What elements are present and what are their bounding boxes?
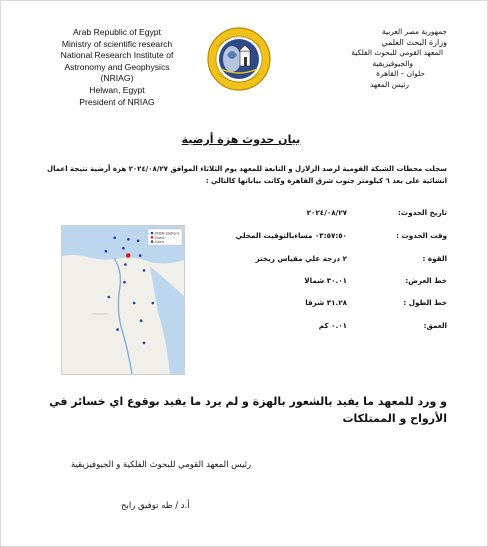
field-value: ٣١.٢٨ شرقا — [305, 298, 347, 307]
seismic-station-marker — [143, 342, 146, 345]
seismic-station-marker — [137, 240, 140, 243]
seismic-station-marker — [105, 250, 108, 253]
signature-title: رئيس المعهد القومي للبحوث الفلكية و الجيوفيزيقية — [71, 460, 252, 470]
header-arabic-line: جمهورية مصر العربية — [382, 27, 447, 36]
intro-paragraph: سجلت محطات الشبكة القومية لرصد الزلازل و التابعة للمعهد يوم الثلاثاء الموافق ٢٠٢٤/٠٨/٢٧ هزة أرضية نتيجة اعمال انشائية على بعد ٦ كيلومتر جنوب شرق القاهرة وكانت بياناتها كالتالي : — [47, 165, 447, 185]
epicenter-map — [61, 225, 185, 375]
seismic-station-marker — [123, 281, 126, 284]
header-english — [37, 27, 197, 108]
legend-label: Event — [155, 235, 165, 240]
legend-station-marker — [151, 232, 154, 235]
seismic-station-marker — [139, 254, 142, 257]
field-label: خط العرض: — [405, 276, 447, 285]
field-value: ٣٠.٠١ شمالا — [304, 276, 347, 285]
header-english-line: Ministry of scientific research — [61, 38, 173, 49]
no-damage-statement: و ورد للمعهد ما يفيد بالشعور بالهزة و لم يرد ما يفيد بوقوع اي خسائر في الأرواح و الممتلكات — [49, 395, 447, 425]
field-label: خط الطول : — [403, 298, 447, 307]
legend-event-marker — [151, 236, 154, 239]
field-value: ٢ درجة علي مقياس ريختر — [255, 254, 347, 263]
seismic-station-marker — [127, 238, 130, 241]
header-english-line: National Research Institute of — [60, 50, 174, 61]
document-title: بيان حدوث هزة أرضية — [181, 133, 301, 146]
header-english-line: (NRIAG) — [100, 73, 134, 84]
seismic-station-marker — [133, 302, 136, 305]
nriag-logo — [207, 25, 271, 95]
seismic-station-marker — [140, 319, 143, 322]
signature-name: أ.د / طه توفيق رابح — [121, 501, 190, 511]
field-label: تاريخ الحدوث: — [398, 208, 447, 217]
header-arabic-line: وزارة البحث العلمي — [381, 37, 447, 47]
header-arabic-line: رئيس المعهد — [369, 79, 409, 89]
seismic-station-marker — [143, 269, 146, 272]
seismic-station-marker — [108, 296, 111, 299]
legend-city-marker — [151, 240, 154, 243]
header-english-line: Helwan, Egypt — [89, 84, 145, 95]
epicenter-marker — [126, 253, 131, 258]
seismic-station-marker — [122, 247, 125, 250]
field-value: ٠.٠١ كم — [318, 321, 347, 330]
field-value: ٠٣:٥٧:٥٠ مساءبالتوقيت المحلي — [235, 231, 347, 240]
header-english-line: Arab Republic of Egypt — [73, 27, 161, 37]
map-graphic — [62, 226, 184, 374]
field-label: وقت الحدوث : — [396, 231, 447, 240]
header-arabic — [287, 27, 447, 91]
header-english-line: President of NRIAG — [79, 96, 155, 107]
header-arabic-line: حلوان – القاهرة — [376, 69, 425, 79]
seismic-station-marker — [116, 328, 119, 331]
field-label: القوة : — [422, 254, 447, 263]
seismic-station-marker — [152, 302, 155, 305]
legend-label: Cairo — [155, 240, 164, 245]
field-value: ٢٠٢٤/٠٨/٢٧ — [306, 208, 347, 217]
seismic-station-marker — [113, 237, 116, 240]
header-english-line: Astronomy and Geophysics — [64, 61, 170, 72]
header-arabic-line: والجيوفيزيقية — [372, 58, 413, 68]
seismic-station-marker — [124, 263, 127, 266]
legend-label: ENSN Stations — [155, 231, 180, 236]
header-arabic-line: المعهد القومي للبحوث الفلكية — [351, 48, 443, 58]
red-sea — [150, 266, 184, 374]
field-label: العمق: — [423, 321, 447, 330]
nile-river — [114, 258, 132, 374]
